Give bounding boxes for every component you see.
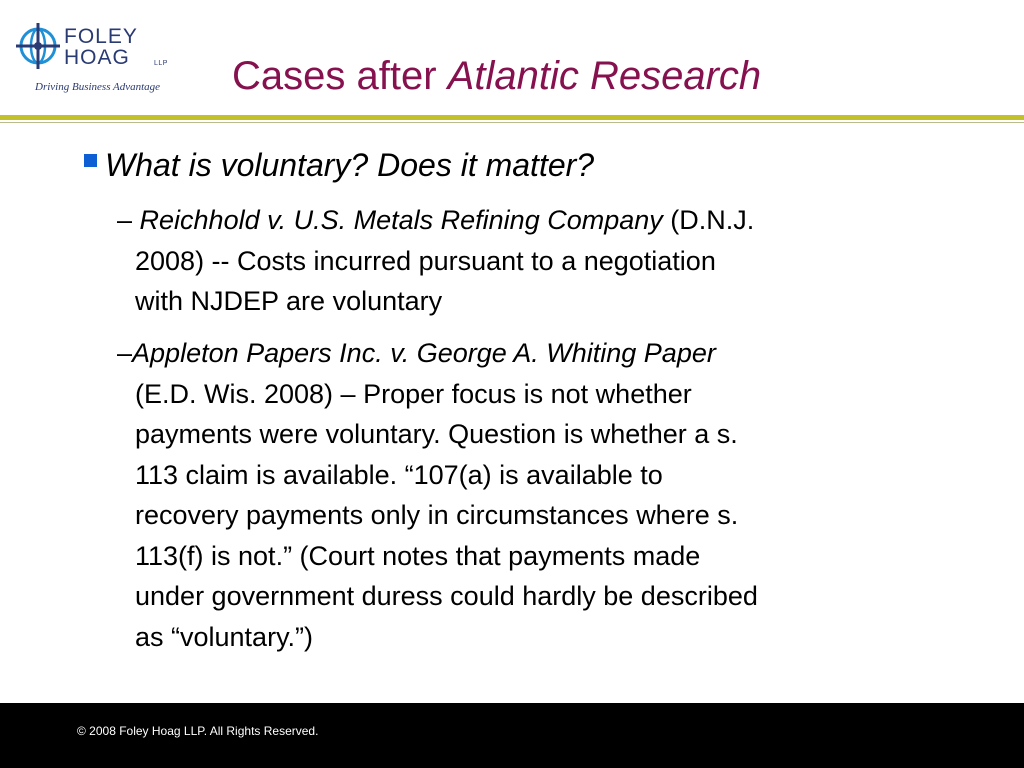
subpoint-line: recovery payments only in circumstances where s. [135,500,739,530]
subpoint-line: 113(f) is not.” (Court notes that payments made [135,540,701,571]
subpoint-appleton [117,333,937,657]
subpoint-reichhold [117,200,937,322]
foley-hoag-logo [14,20,184,98]
footer-bar [0,703,1024,768]
subpoint-line: (E.D. Wis. 2008) – Proper focus is not whether [135,378,692,409]
logo-word-foley: FOLEY [64,25,138,48]
header-rule [0,115,1024,120]
header-rule-thin [0,122,1024,123]
globe-logo-icon [14,20,62,72]
title-italic: Atlantic Research [447,54,762,98]
case-name: Appleton Papers Inc. v. George A. Whiting Paper [132,338,716,368]
bullet-square-icon [84,154,97,167]
main-bullet-text: What is voluntary? Does it matter? [105,147,595,183]
dash: – [117,338,133,368]
case-name: Reichhold v. U.S. Metals Refining Company [139,205,663,235]
logo-word-hoag: HOAG [64,46,130,69]
subpoint-line: payments were voluntary. Question is whether a s. [135,419,738,449]
slide-title [232,53,761,99]
logo-llp: LLP [154,60,168,67]
subpoint-line [117,333,937,374]
logo-tagline: Driving Business Advantage [35,81,161,93]
subpoint-line: as “voluntary.”) [135,621,314,652]
subpoint-line: with NJDEP are voluntary [135,286,443,316]
copyright-text: © 2008 Foley Hoag LLP. All Rights Reserved. [77,724,319,738]
subpoint-line [117,200,937,241]
dash: – [117,205,140,235]
subpoint-line: 113 claim is available. “107(a) is available to [135,459,663,490]
subpoint-line: 2008) -- Costs incurred pursuant to a negotiation [135,245,716,276]
title-plain: Cases after [232,54,448,98]
case-court: (D.N.J. [662,205,755,235]
subpoint-line: under government duress could hardly be described [135,581,758,611]
